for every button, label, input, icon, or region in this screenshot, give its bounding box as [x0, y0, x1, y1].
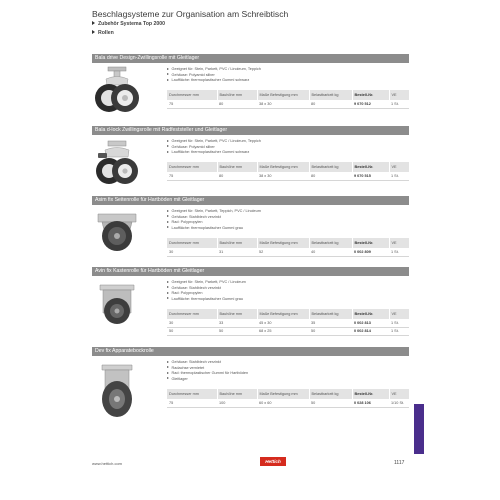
spec-header-row: [167, 389, 409, 399]
cell-height: 80: [217, 172, 257, 180]
cell-mounting: 38 x 30: [257, 172, 309, 180]
table-row: [167, 327, 409, 335]
chapter-tab: [414, 404, 424, 454]
table-row: [167, 248, 409, 256]
cell-height: 31: [217, 248, 257, 256]
cell-unit: 1 St.: [389, 100, 409, 108]
spec-header-row: [167, 90, 409, 100]
twin-caster-image: [94, 65, 140, 115]
subtitle-systema: [92, 21, 165, 27]
col-diameter: Durchmesser mm: [167, 162, 217, 172]
spec-table: [167, 238, 410, 257]
col-diameter: Durchmesser mm: [167, 238, 217, 248]
feature-item: Gehäuse: Stahlblech verzinkt: [167, 215, 261, 221]
col-load: Belastbarkeit kg: [309, 309, 352, 319]
feature-item: Gehäuse: Stahlblech verzinkt: [167, 286, 246, 292]
spec-table: [167, 162, 410, 181]
product-section-bala-drive: [92, 54, 409, 118]
col-mounting: Maße Befestigung mm: [257, 389, 309, 399]
subtitle-rollen: [92, 30, 114, 36]
apparatus-caster-image: [94, 361, 140, 421]
footer-url[interactable]: www.hettich.com: [92, 461, 123, 466]
feature-item: Lauffläche: thermoplastischer Gummi grau: [167, 226, 261, 232]
feature-item: Lauffläche: thermoplastischer Gummi schwarz: [167, 150, 261, 156]
col-unit: VE: [389, 162, 409, 172]
spec-table: [167, 90, 410, 109]
feature-item: Rad: Polypropylen: [167, 220, 261, 226]
cell-unit: 1 St.: [389, 248, 409, 256]
cell-load: 80: [309, 100, 352, 108]
feature-item: Lauffläche: thermoplastischer Gummi grau: [167, 297, 246, 303]
page-number: 1117: [394, 460, 405, 466]
col-diameter: Durchmesser mm: [167, 90, 217, 100]
cell-mounting: 52: [257, 248, 309, 256]
cell-mounting: 38 x 30: [257, 100, 309, 108]
product-section-dev-fix: [92, 347, 409, 429]
table-row: [167, 172, 409, 180]
col-order-no: Bestell-Nr.: [352, 389, 389, 399]
cell-height: 50: [217, 327, 257, 335]
cell-order-no: 0 002 809: [352, 248, 389, 256]
feature-item: Geeignet für: Stein, Parkett, PVC / Linoleum: [167, 280, 246, 286]
cell-diameter: 75: [167, 100, 217, 108]
feature-item: Rad: Polypropylen: [167, 291, 246, 297]
cell-load: 40: [309, 248, 352, 256]
col-diameter: Durchmesser mm: [167, 309, 217, 319]
cell-order-no: 9 070 515: [352, 172, 389, 180]
feature-item: Gehäuse: Polyamid silber: [167, 145, 261, 151]
col-load: Belastbarkeit kg: [309, 162, 352, 172]
cell-unit: 1 St.: [389, 327, 409, 335]
col-unit: VE: [389, 309, 409, 319]
spec-header-row: [167, 238, 409, 248]
cell-diameter: 30: [167, 319, 217, 327]
feature-item: Radachse vernietet: [167, 366, 248, 372]
feature-list: [167, 360, 248, 382]
cell-mounting: 45 x 30: [257, 319, 309, 327]
cell-diameter: 75: [167, 172, 217, 180]
product-section-bala-dlock: [92, 126, 409, 190]
feature-item: Gehäuse: Polyamid silber: [167, 73, 261, 79]
col-mounting: Maße Befestigung mm: [257, 162, 309, 172]
col-order-no: Bestell-Nr.: [352, 238, 389, 248]
cell-height: 80: [217, 100, 257, 108]
col-height: Bauhöhe mm: [217, 90, 257, 100]
feature-item: Lauffläche: thermoplastischer Gummi schwarz: [167, 78, 261, 84]
section-title: Asim fix Seitenrolle für Hartböden mit Gleitlager: [92, 196, 409, 205]
col-load: Belastbarkeit kg: [309, 238, 352, 248]
triangle-icon: [92, 30, 95, 34]
cell-order-no: 0 002 814: [352, 327, 389, 335]
table-row: [167, 319, 409, 327]
side-caster-image: [94, 208, 140, 254]
cell-unit: 1 St.: [389, 172, 409, 180]
cell-order-no: 0 028 106: [352, 399, 389, 407]
col-unit: VE: [389, 238, 409, 248]
cell-diameter: 50: [167, 327, 217, 335]
feature-item: Geeignet für: Stein, Parkett, Teppich, PVC / Linoleum: [167, 209, 261, 215]
subtitle-systema-text: Zubehör Systema Top 2000: [98, 21, 166, 27]
cell-height: 33: [217, 319, 257, 327]
col-order-no: Bestell-Nr.: [352, 309, 389, 319]
col-mounting: Maße Befestigung mm: [257, 309, 309, 319]
cell-order-no: 9 070 512: [352, 100, 389, 108]
table-row: [167, 399, 409, 407]
hettich-logo: Hettich: [260, 457, 286, 466]
col-mounting: Maße Befestigung mm: [257, 90, 309, 100]
feature-item: Gleitlager: [167, 377, 248, 383]
box-caster-image: [94, 279, 140, 329]
product-section-avin-fix: [92, 267, 409, 339]
col-height: Bauhöhe mm: [217, 238, 257, 248]
col-diameter: Durchmesser mm: [167, 389, 217, 399]
feature-list: [167, 139, 261, 156]
section-title: Avin fix Kastenrolle für Hartböden mit Gleitlager: [92, 267, 409, 276]
table-row: [167, 100, 409, 108]
feature-list: [167, 209, 261, 231]
cell-load: 50: [309, 327, 352, 335]
triangle-icon: [92, 21, 95, 25]
page-title: Beschlagsysteme zur Organisation am Schreibtisch: [92, 9, 289, 19]
col-unit: VE: [389, 389, 409, 399]
col-order-no: Bestell-Nr.: [352, 90, 389, 100]
cell-height: 100: [217, 399, 257, 407]
spec-table: [167, 389, 410, 408]
cell-mounting: 68 x 25: [257, 327, 309, 335]
feature-item: Geeignet für: Stein, Parkett, PVC / Linoleum, Teppich: [167, 67, 261, 73]
cell-unit: 1/10 St.: [389, 399, 409, 407]
section-title: Dev fix Apparatebockrolle: [92, 347, 409, 356]
col-load: Belastbarkeit kg: [309, 90, 352, 100]
col-unit: VE: [389, 90, 409, 100]
feature-item: Gehäuse: Stahlblech verzinkt: [167, 360, 248, 366]
cell-mounting: 60 x 60: [257, 399, 309, 407]
cell-order-no: 0 002 813: [352, 319, 389, 327]
feature-item: Rad: thermoplastischer Gummi für Hartböden: [167, 371, 248, 377]
col-mounting: Maße Befestigung mm: [257, 238, 309, 248]
col-height: Bauhöhe mm: [217, 309, 257, 319]
col-height: Bauhöhe mm: [217, 162, 257, 172]
subtitle-rollen-text: Rollen: [98, 30, 114, 36]
cell-load: 35: [309, 319, 352, 327]
product-section-asim-fix: [92, 196, 409, 266]
col-height: Bauhöhe mm: [217, 389, 257, 399]
feature-list: [167, 67, 261, 84]
spec-table: [167, 309, 410, 336]
cell-unit: 1 St.: [389, 319, 409, 327]
feature-list: [167, 280, 246, 302]
spec-header-row: [167, 309, 409, 319]
col-load: Belastbarkeit kg: [309, 389, 352, 399]
feature-item: Geeignet für: Stein, Parkett, PVC / Linoleum, Teppich: [167, 139, 261, 145]
spec-header-row: [167, 162, 409, 172]
cell-load: 50: [309, 399, 352, 407]
cell-diameter: 75: [167, 399, 217, 407]
section-title: Bala drive Design-Zwillingsrolle mit Gleitlager: [92, 54, 409, 63]
section-title: Bala d-lock Zwillingsrolle mit Radfeststeller und Gleitlager: [92, 126, 409, 135]
cell-load: 80: [309, 172, 352, 180]
cell-diameter: 30: [167, 248, 217, 256]
twin-caster-lock-image: [94, 137, 140, 187]
col-order-no: Bestell-Nr.: [352, 162, 389, 172]
